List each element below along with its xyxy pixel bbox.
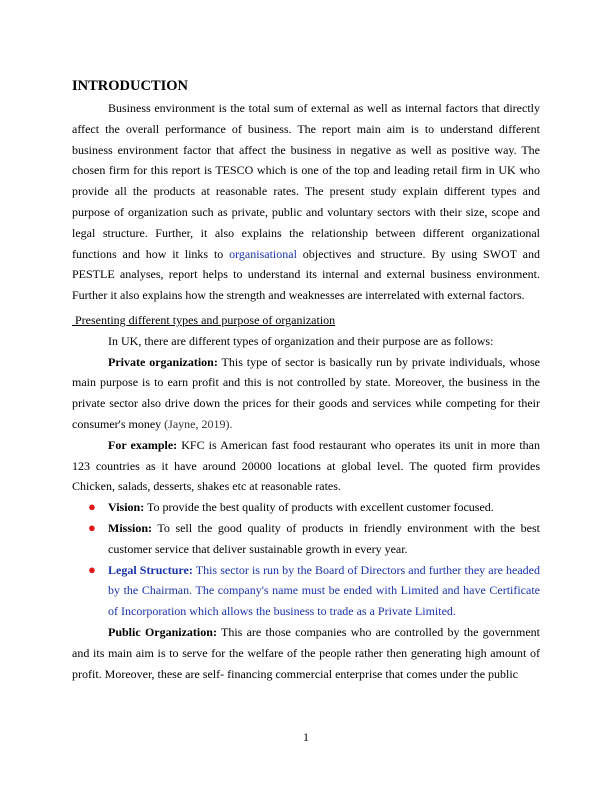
intro-text-part2: objectives and structure. By using SWOT and PESTLE analyses, report helps to understand its internal and external business environment. Further it also explains how the strength and weaknesses are interrelated with external factors. xyxy=(72,246,541,303)
subheading-text: Presenting different types and purpose of organization xyxy=(75,312,336,327)
public-organization-paragraph xyxy=(72,622,540,684)
vision-label: Vision: xyxy=(108,500,145,515)
organisational-link[interactable]: organisational xyxy=(229,246,297,261)
private-citation: (Jayne, 2019). xyxy=(164,416,233,431)
bullet-icon: ● xyxy=(88,519,96,535)
page-content xyxy=(72,76,540,684)
list-item-legal-structure xyxy=(88,560,540,622)
types-intro-paragraph: In UK, there are different types of organization and their purpose are as follows: xyxy=(108,333,494,348)
example-paragraph xyxy=(72,435,540,497)
mission-label: Mission: xyxy=(108,520,153,535)
page-number: 1 xyxy=(303,730,309,744)
intro-paragraph xyxy=(72,98,540,306)
mission-text: To sell the good quality of products in friendly environment with the best customer service that deliver sustainable growth in every year. xyxy=(108,520,540,556)
vision-text: To provide the best quality of products with excellent customer focused. xyxy=(147,500,494,515)
section-heading: INTRODUCTION xyxy=(72,78,189,94)
example-text: KFC is American fast food restaurant who operates its unit in more than 123 countries as it have around 20000 locations at global level. The quoted firm provides Chicken, salads, desserts, shakes etc at reasonable rates. xyxy=(72,437,541,494)
objectives-list xyxy=(72,497,540,622)
public-organization-label: Public Organization: xyxy=(108,624,217,639)
list-item-vision xyxy=(88,497,540,518)
bullet-icon: ● xyxy=(88,561,96,577)
legal-structure-text: This sector is run by the Board of Directors and further they are headed by the Chairman. The company's name must be ended with Limited and have Certificate of Incorporation which allows the business to trade as a Private Limited. xyxy=(108,562,540,619)
subheading xyxy=(72,310,540,331)
private-organization-paragraph xyxy=(72,352,540,435)
example-label: For example: xyxy=(108,437,178,452)
legal-structure-label: Legal Structure: xyxy=(108,562,193,577)
public-organization-text: This are those companies who are controlled by the government and its main aim is to serve for the welfare of the people rather then generating high amount of profit. Moreover, these are self- financing commercial enterprise that comes under the public xyxy=(72,624,540,681)
private-organization-label: Private organization: xyxy=(108,354,218,369)
intro-text-part1: Business environment is the total sum of external as well as internal factors that directly affect the overall performance of business. The report main aim is to understand different business environment factor that affect the business in negative as well as positive way. The chosen firm for this report is TESCO which is one of the top and leading retail firm in UK who provide all the products at reasonable rates. The present study explain different types and purpose of organization such as private, public and voluntary sectors with their size, scope and legal structure. Further, it also explains the relationship between different organizational functions and how it links to xyxy=(72,101,540,261)
private-organization-text: This type of sector is basically run by private individuals, whose main purpose is to earn profit and this is not controlled by state. Moreover, the business in the private sector also drive down the prices for their goods and services while competing for their consumer's money xyxy=(72,354,540,431)
list-item-mission xyxy=(88,518,540,560)
bullet-icon: ● xyxy=(88,499,96,515)
